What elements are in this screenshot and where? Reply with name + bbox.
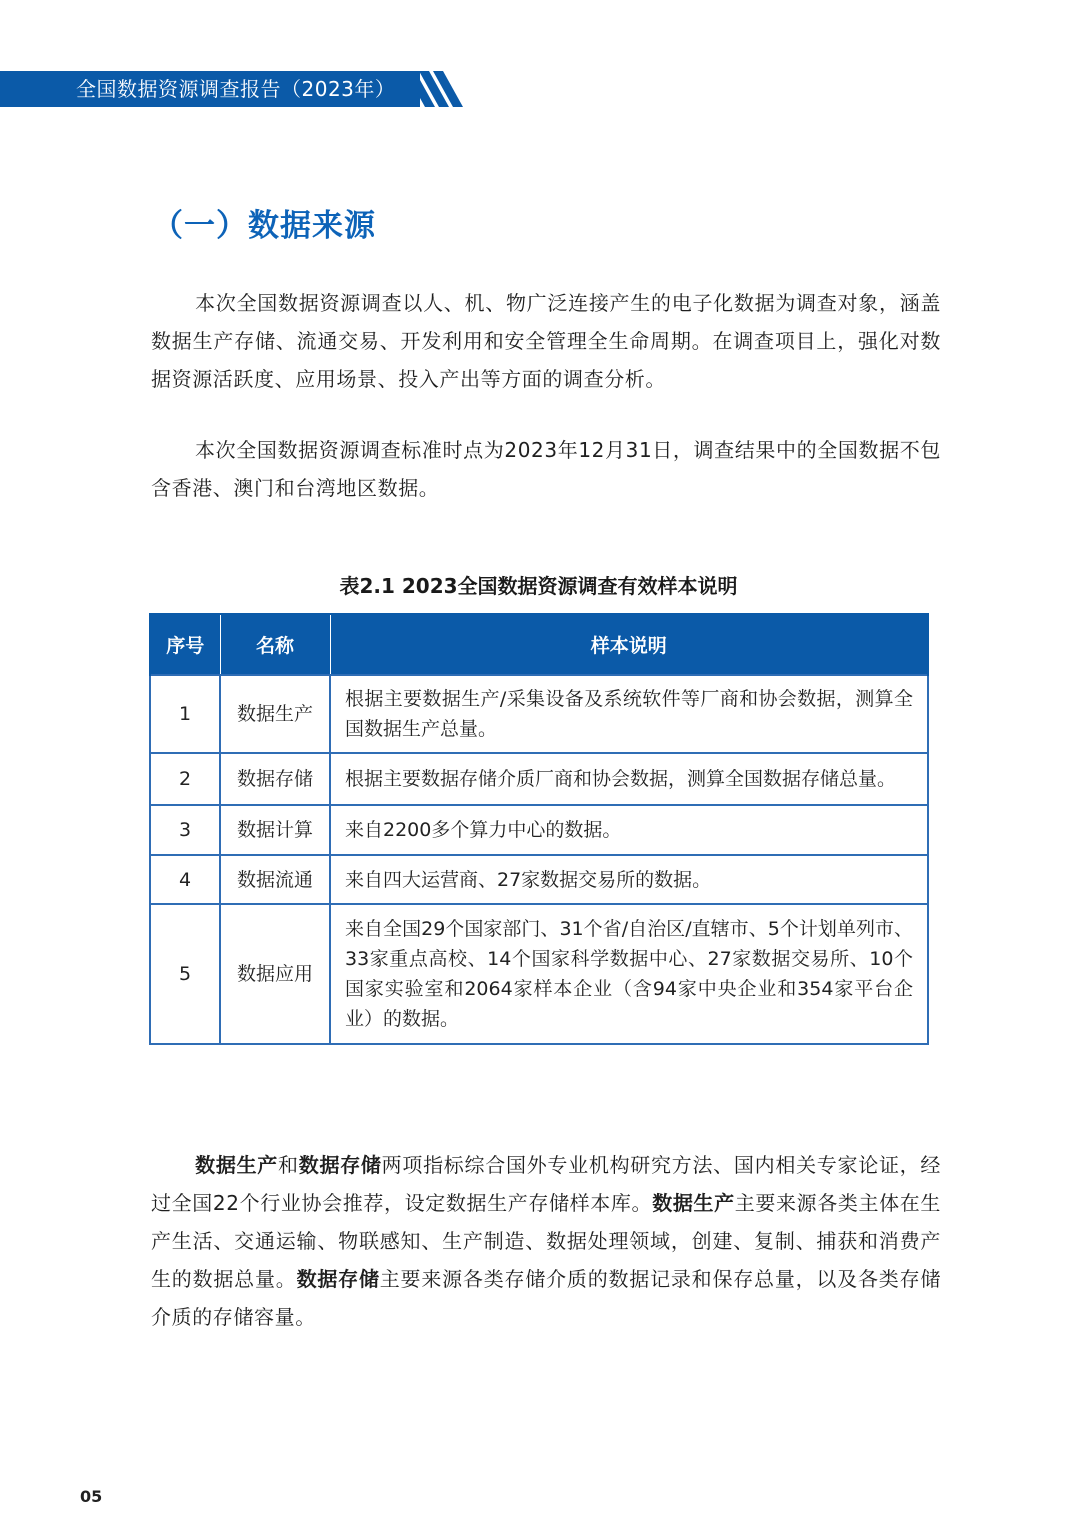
- row-name: 数据应用: [220, 904, 330, 1044]
- row-desc: 根据主要数据存储介质厂商和协会数据，测算全国数据存储总量。: [330, 753, 928, 805]
- row-desc: 来自全国29个国家部门、31个省/自治区/直辖市、5个计划单列市、33家重点高校、14个国家科学数据中心、27家数据交易所、10个国家实验室和2064家样本企业（含94家中央企业和354家平台企业）的数据。: [330, 904, 928, 1044]
- row-num: 2: [150, 753, 220, 805]
- header-stripes-decoration: [405, 71, 469, 107]
- sample-table: [149, 613, 929, 1045]
- row-desc: 来自四大运营商、27家数据交易所的数据。: [330, 855, 928, 904]
- row-desc: 来自2200多个算力中心的数据。: [330, 805, 928, 855]
- bold-term: 数据生产: [652, 1191, 735, 1215]
- paragraph-survey-time: [151, 431, 941, 507]
- row-name: 数据计算: [220, 805, 330, 855]
- paragraph-text: 主要来源各类主体在生产生活、交通运输、物联感知、生产制造、数据处理领域，创建、复制、捕获和消费产生的数据总量。: [151, 1191, 942, 1291]
- table-row: [150, 904, 928, 1044]
- paragraph-text: 两项指标综合国外专业机构研究方法、国内相关专家论证，经过全国22个行业协会推荐，设定数据生产存储样本库。: [151, 1153, 941, 1215]
- row-desc: 根据主要数据生产/采集设备及系统软件等厂商和协会数据，测算全国数据生产总量。: [330, 675, 928, 753]
- header-name: 名称: [220, 614, 330, 675]
- table-row: [150, 855, 928, 904]
- row-num: 5: [150, 904, 220, 1044]
- header-num: 序号: [150, 614, 220, 675]
- paragraph-text: 主要来源各类存储介质的数据记录和保存总量，以及各类存储介质的存储容量。: [151, 1267, 942, 1329]
- page-number: 05: [80, 1487, 103, 1506]
- row-num: 3: [150, 805, 220, 855]
- paragraph-survey-scope: [151, 284, 941, 398]
- table-row: [150, 675, 928, 753]
- bold-term: 数据存储: [296, 1267, 380, 1291]
- table-row: [150, 805, 928, 855]
- row-name: 数据存储: [220, 753, 330, 805]
- paragraph-indicators: [151, 1146, 941, 1336]
- header-desc: 样本说明: [330, 614, 928, 675]
- row-num: 4: [150, 855, 220, 904]
- row-name: 数据生产: [220, 675, 330, 753]
- section-title: （一）数据来源: [152, 208, 376, 244]
- table-header-row: [150, 614, 928, 675]
- bold-term: 数据存储: [298, 1153, 382, 1177]
- table-row: [150, 753, 928, 805]
- row-name: 数据流通: [220, 855, 330, 904]
- table-caption: 表2.1 2023全国数据资源调查有效样本说明: [339, 574, 738, 598]
- paragraph-text: 本次全国数据资源调查标准时点为2023年12月31日，调查结果中的全国数据不包含香港、澳门和台湾地区数据。: [151, 438, 941, 500]
- paragraph-text: 和: [278, 1153, 299, 1177]
- bold-term: 数据生产: [195, 1153, 279, 1177]
- paragraph-text: 本次全国数据资源调查以人、机、物广泛连接产生的电子化数据为调查对象，涵盖数据生产存储、流通交易、开发利用和安全管理全生命周期。在调查项目上，强化对数据资源活跃度、应用场景、投入产出等方面的调查分析。: [151, 291, 941, 391]
- row-num: 1: [150, 675, 220, 753]
- report-title: 全国数据资源调查报告（2023年）: [76, 77, 396, 101]
